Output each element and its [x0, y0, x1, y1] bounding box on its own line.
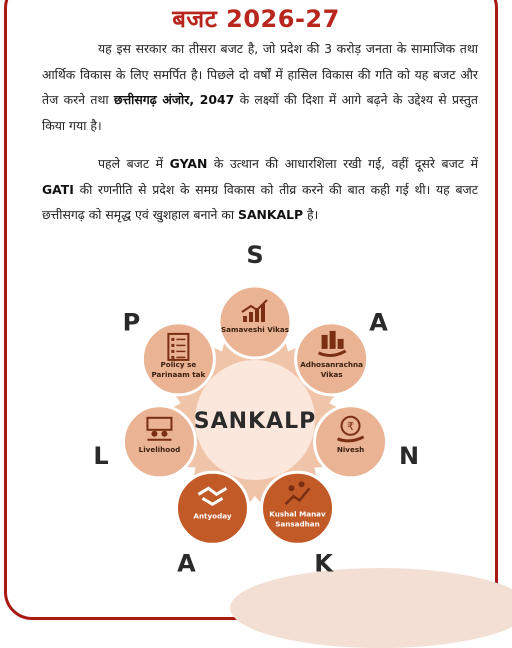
node-nivesh — [315, 406, 387, 478]
paragraph-2-bold-sankalp: SANKALP — [238, 207, 304, 222]
paragraph-2-bold-gyan: GYAN — [169, 156, 208, 171]
node-antyoday — [176, 472, 248, 544]
node-policy-se — [142, 323, 214, 395]
node-label: Samaveshi Vikas — [220, 325, 290, 334]
acronym-letter: N — [398, 442, 420, 471]
paragraph-1-text-b: के लक्ष्यों की दिशा में आगे बढ़ने के उद्देश्य से प्रस्तुत किया गया है। — [42, 92, 478, 133]
node-label: Adhosanrachna — [300, 359, 363, 369]
svg-text:₹: ₹ — [347, 419, 355, 433]
acronym-letter: A — [177, 549, 196, 578]
node-label: Sansadhan — [275, 519, 320, 529]
paragraph-2-text-a: पहले बजट में — [98, 156, 170, 171]
node-adhosanrachna — [296, 323, 368, 395]
node-label: Antyoday — [193, 511, 232, 521]
acronym-letter: P — [122, 308, 141, 337]
acronym-letter: S — [246, 241, 264, 269]
node-livelihood — [123, 406, 195, 478]
node-label: Kushal Manav — [269, 509, 326, 519]
paragraph-2-bold-gati: GATI — [42, 181, 74, 197]
node-label: Vikas — [320, 369, 343, 379]
node-samaveshi-vikas — [219, 286, 291, 358]
paragraph-2-text-c: की रणनीति से प्रदेश के समग्र विकास को तीव्र करने की बात कही गई थी। यह बजट छत्तीसगढ़ को समृद्ध एवं खुशहाल बनाने का — [42, 181, 478, 222]
center-label: SANKALP — [193, 409, 317, 434]
node-label: Policy se — [160, 359, 197, 369]
node-label: Nivesh — [336, 444, 365, 454]
acronym-letter: L — [93, 442, 109, 471]
paragraph-2-text-b: के उत्थान की आधारशिला रखी गई, वहीं दूसरे बजट में — [207, 156, 478, 171]
document-title: बजट 2026-27 — [172, 5, 340, 33]
paragraph-2-text-d: है। — [303, 207, 319, 222]
node-kushal-manav — [262, 472, 334, 544]
node-label: Parinaam tak — [151, 369, 206, 379]
paragraph-1-text-a: यह इस सरकार का तीसरा बजट है, जो प्रदेश की 3 करोड़ जनता के सामाजिक तथा आर्थिक विकास के लिए समर्पित है। पिछले दो वर्षों में हासिल विकास की गति को यह बजट और तेज करने तथा — [42, 41, 478, 107]
node-label: Livelihood — [138, 444, 181, 454]
paragraph-1-bold: छत्तीसगढ़ अंजोर, 2047 — [113, 92, 235, 107]
acronym-letter: K — [314, 549, 333, 578]
acronym-letter: A — [369, 308, 388, 337]
